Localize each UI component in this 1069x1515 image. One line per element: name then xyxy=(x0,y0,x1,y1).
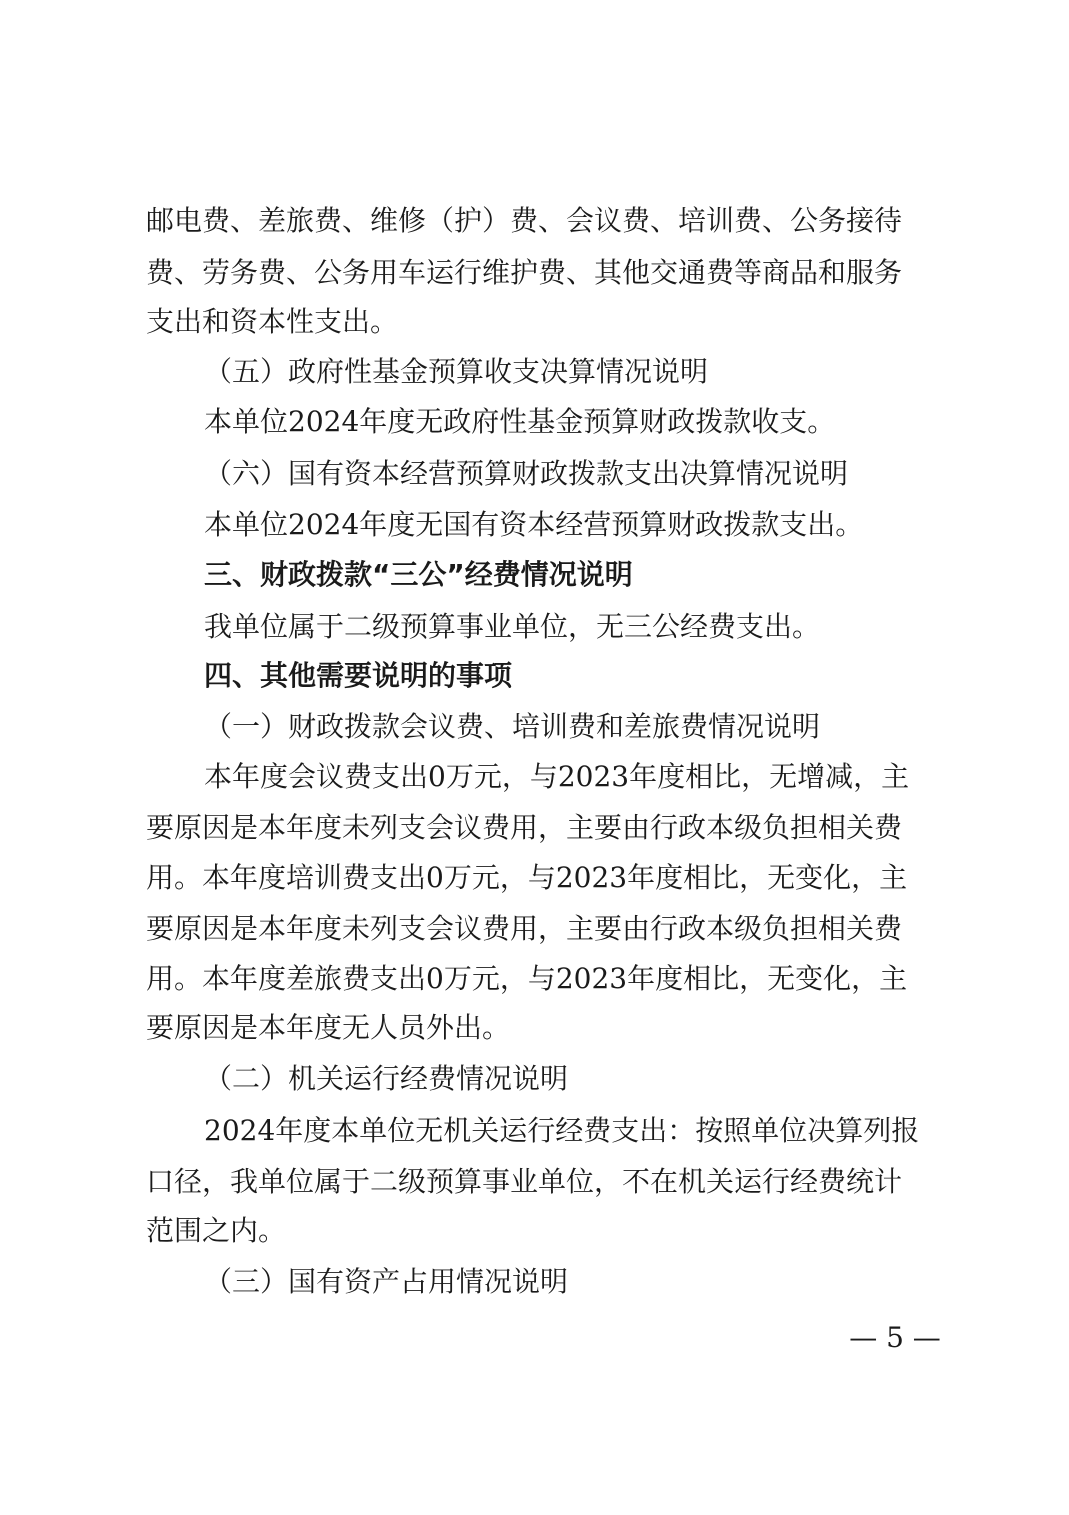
body-text-line: 要原因是本年度无人员外出。 xyxy=(146,1011,511,1044)
body-text-line: 用。本年度差旅费支出0万元，与2023年度相比，无变化，主 xyxy=(146,962,908,995)
section-heading-6: （六）国有资本经营预算财政拨款支出决算情况说明 xyxy=(204,457,849,490)
body-text-line: 邮电费、差旅费、维修（护）费、会议费、培训费、公务接待 xyxy=(146,204,903,237)
body-text-line: 本单位2024年度无政府性基金预算财政拨款收支。 xyxy=(204,405,836,438)
body-text-line: 我单位属于二级预算事业单位，无三公经费支出。 xyxy=(204,610,821,643)
body-text-line: 要原因是本年度未列支会议费用，主要由行政本级负担相关费 xyxy=(146,811,903,844)
body-text-line: 本年度会议费支出0万元，与2023年度相比，无增减，主 xyxy=(204,760,910,793)
body-text-line: 口径，我单位属于二级预算事业单位，不在机关运行经费统计 xyxy=(146,1165,903,1198)
body-text-line: 范围之内。 xyxy=(146,1214,287,1247)
body-text-line: 费、劳务费、公务用车运行维护费、其他交通费等商品和服务 xyxy=(146,256,903,289)
body-text-line: 本单位2024年度无国有资本经营预算财政拨款支出。 xyxy=(204,508,864,541)
body-text-line: 要原因是本年度未列支会议费用，主要由行政本级负担相关费 xyxy=(146,912,903,945)
body-text-line: 用。本年度培训费支出0万元，与2023年度相比，无变化，主 xyxy=(146,861,908,894)
section-heading-4: 四、其他需要说明的事项 xyxy=(204,659,513,692)
subsection-heading-3: （三）国有资产占用情况说明 xyxy=(204,1265,569,1298)
page-number: — 5 — xyxy=(849,1321,941,1354)
body-text-line: 支出和资本性支出。 xyxy=(146,305,399,338)
body-text-line: 2024年度本单位无机关运行经费支出：按照单位决算列报 xyxy=(204,1114,920,1147)
subsection-heading-1: （一）财政拨款会议费、培训费和差旅费情况说明 xyxy=(204,710,821,743)
subsection-heading-2: （二）机关运行经费情况说明 xyxy=(204,1062,569,1095)
section-heading-3: 三、财政拨款“三公”经费情况说明 xyxy=(204,558,633,591)
section-heading-5: （五）政府性基金预算收支决算情况说明 xyxy=(204,355,709,388)
